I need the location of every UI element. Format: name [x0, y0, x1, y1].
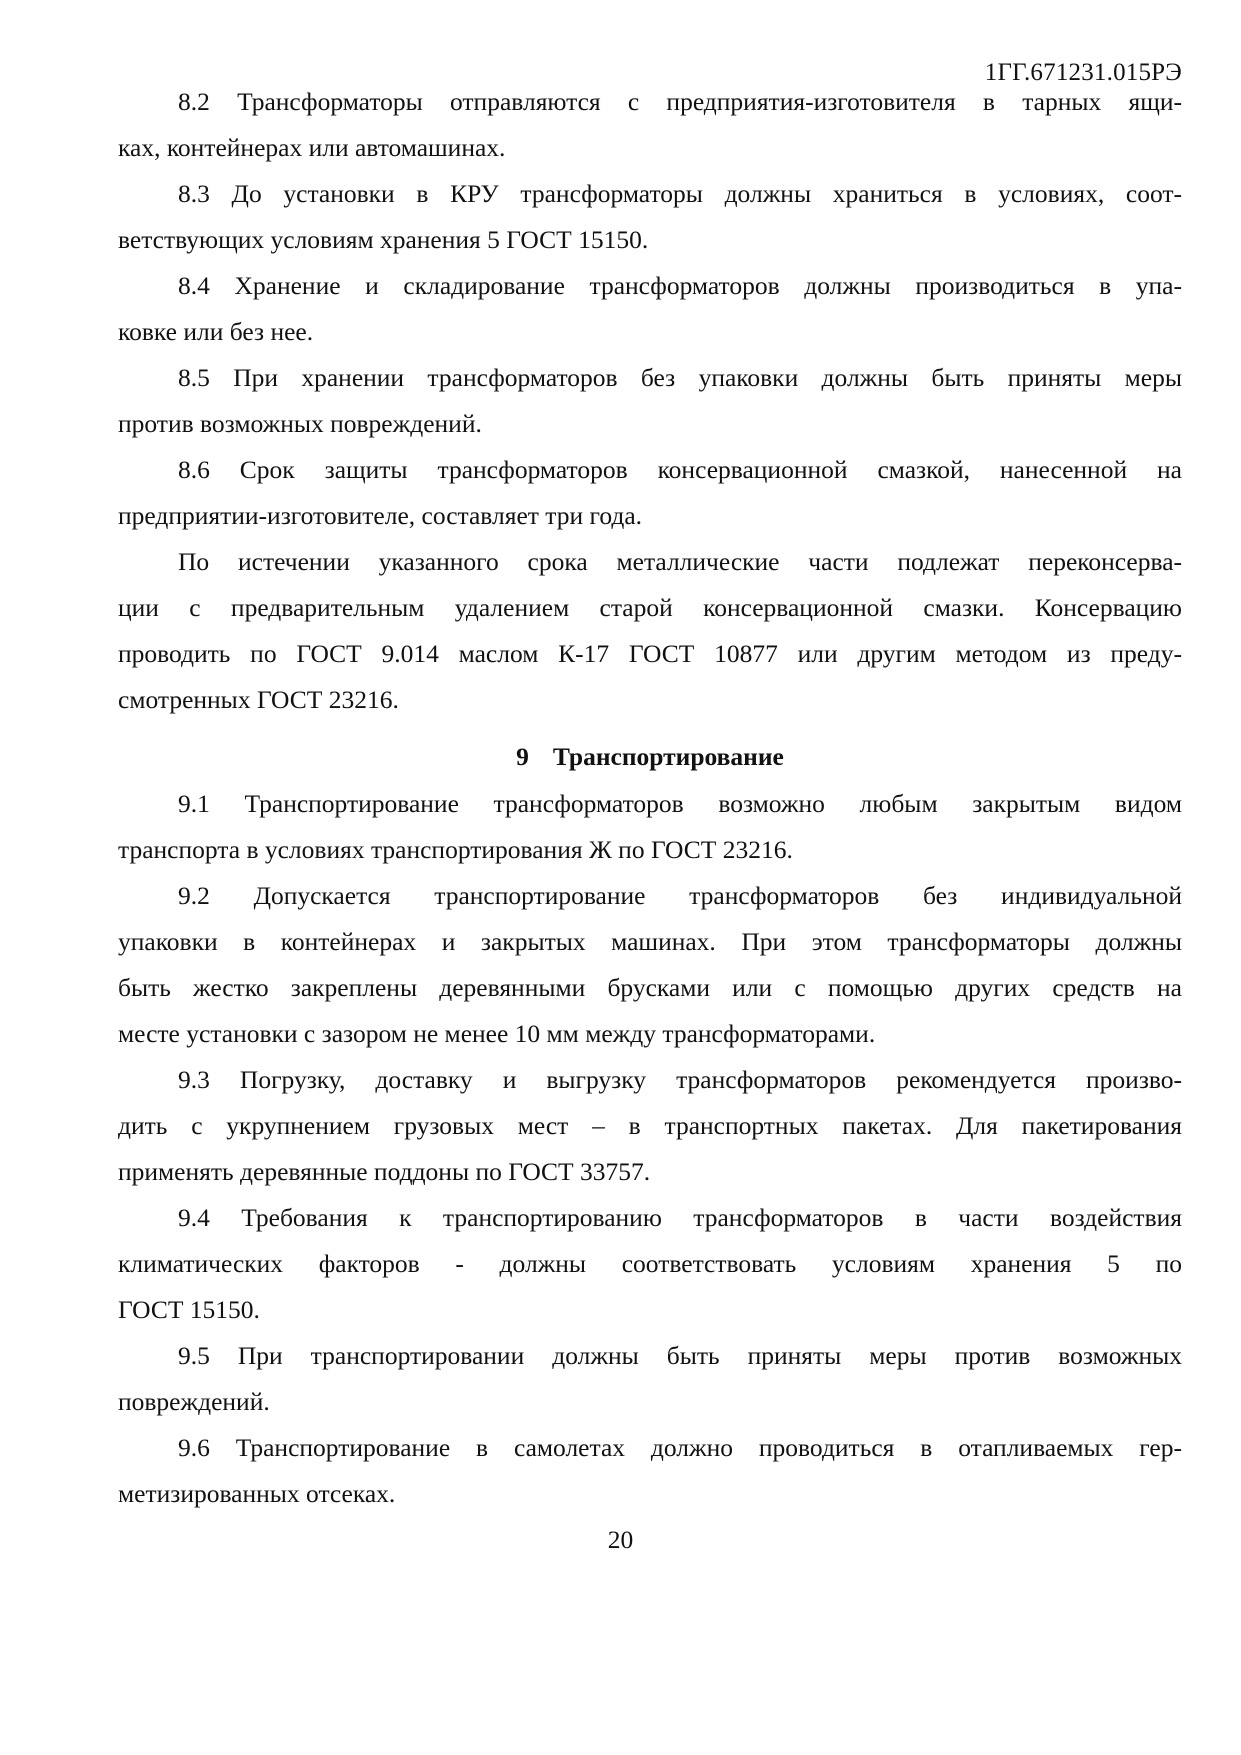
- paragraph-8-6-line-1: 8.6 Срок защиты трансформаторов консервационной смазкой, нанесенной на: [178, 455, 1182, 484]
- section-title: Транспортирование: [552, 742, 784, 771]
- paragraph-9-3-line-3: применять деревянные поддоны по ГОСТ 33757.: [118, 1157, 651, 1186]
- section-heading: [118, 741, 1182, 773]
- paragraph-8-2-line-2: ках, контейнерах или автомашинах.: [118, 133, 506, 162]
- paragraph-9-4-line-3: ГОСТ 15150.: [118, 1295, 260, 1324]
- paragraph-8-3-line-1: 8.3 До установки в КРУ трансформаторы должны храниться в условиях, соот-: [178, 179, 1182, 208]
- paragraph-8-5-line-1: 8.5 При хранении трансформаторов без упаковки должны быть приняты меры: [178, 363, 1182, 392]
- paragraph-9-6-line-2: метизированных отсеках.: [118, 1479, 396, 1508]
- paragraph-reconservation-line-1: По истечении указанного срока металлические части подлежат переконсерва-: [178, 547, 1182, 576]
- paragraph-8-4-line-2: ковке или без нее.: [118, 317, 314, 346]
- paragraph-reconservation-line-4: смотренных ГОСТ 23216.: [118, 685, 399, 714]
- paragraph-9-5-line-2: повреждений.: [118, 1387, 270, 1416]
- paragraph-8-2-line-1: 8.2 Трансформаторы отправляются с предприятия-изготовителя в тарных ящи-: [178, 87, 1182, 116]
- paragraph-8-3-line-2: ветствующих условиям хранения 5 ГОСТ 15150.: [118, 225, 649, 254]
- paragraph-9-4-line-2: климатических факторов - должны соответствовать условиям хранения 5 по: [118, 1249, 1182, 1278]
- paragraph-9-1-line-1: 9.1 Транспортирование трансформаторов возможно любым закрытым видом: [178, 789, 1182, 818]
- paragraph-9-2-line-4: месте установки с зазором не менее 10 мм между трансформаторами.: [118, 1019, 876, 1048]
- document-code: 1ГГ.671231.015РЭ: [984, 59, 1182, 86]
- paragraph-9-2-line-1: 9.2 Допускается транспортирование трансформаторов без индивидуальной: [178, 881, 1182, 910]
- paragraph-9-6-line-1: 9.6 Транспортирование в самолетах должно проводиться в отапливаемых гер-: [178, 1433, 1182, 1462]
- paragraph-9-1-line-2: транспорта в условиях транспортирования Ж по ГОСТ 23216.: [118, 835, 793, 864]
- paragraph-reconservation-line-3: проводить по ГОСТ 9.014 маслом К-17 ГОСТ 10877 или другим методом из преду-: [118, 639, 1182, 668]
- paragraph-8-4-line-1: 8.4 Хранение и складирование трансформаторов должны производиться в упа-: [178, 271, 1182, 300]
- paragraph-9-2-line-2: упаковки в контейнерах и закрытых машинах. При этом трансформаторы должны: [118, 927, 1182, 956]
- paragraph-9-3-line-2: дить с укрупнением грузовых мест – в транспортных пакетах. Для пакетирования: [118, 1111, 1182, 1140]
- section-number: 9: [516, 742, 529, 771]
- paragraph-8-6-line-2: предприятии-изготовителе, составляет три года.: [118, 501, 643, 530]
- paragraph-9-5-line-1: 9.5 При транспортировании должны быть приняты меры против возможных: [178, 1341, 1182, 1370]
- paragraph-8-5-line-2: против возможных повреждений.: [118, 409, 482, 438]
- paragraph-9-4-line-1: 9.4 Требования к транспортированию трансформаторов в части воздействия: [178, 1203, 1182, 1232]
- paragraph-9-3-line-1: 9.3 Погрузку, доставку и выгрузку трансформаторов рекомендуется произво-: [178, 1065, 1182, 1094]
- paragraph-reconservation-line-2: ции с предварительным удалением старой консервационной смазки. Консервацию: [118, 593, 1182, 622]
- paragraph-9-2-line-3: быть жестко закреплены деревянными брусками или с помощью других средств на: [118, 973, 1182, 1002]
- page-number: 20: [607, 1525, 634, 1554]
